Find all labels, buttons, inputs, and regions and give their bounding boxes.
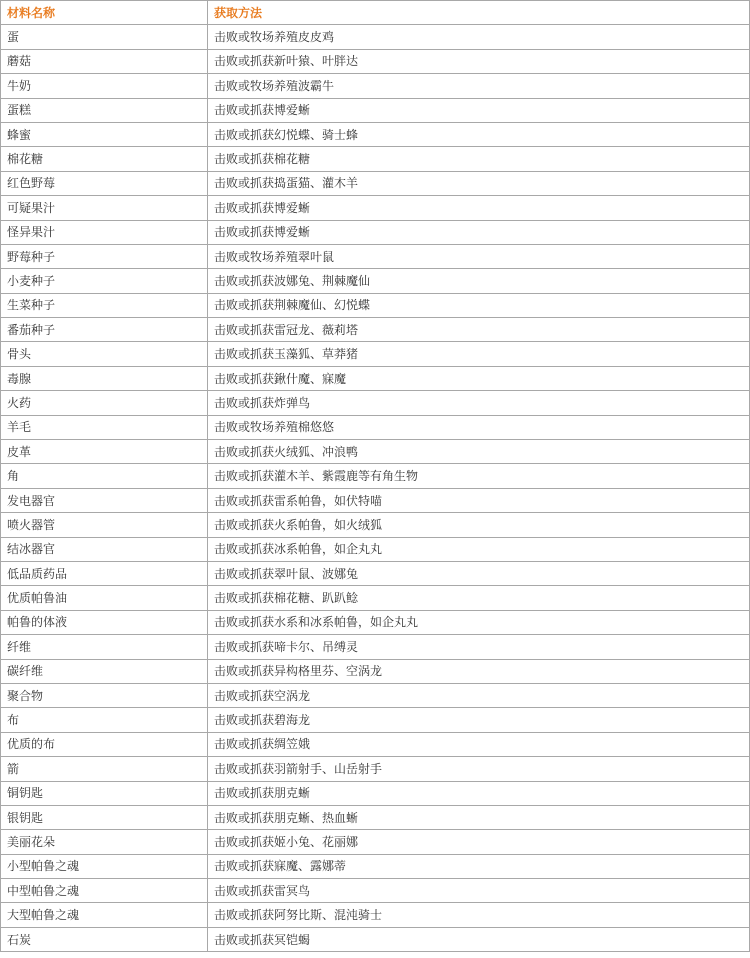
acquisition-method-cell: 击败或抓获羽箭射手、山岳射手 — [208, 757, 750, 781]
acquisition-method-cell: 击败或抓获冥铠蝎 — [208, 927, 750, 951]
acquisition-method-cell: 击败或抓获雷系帕鲁，如伏特喵 — [208, 488, 750, 512]
material-name-cell: 低品质药品 — [1, 561, 208, 585]
acquisition-method-cell: 击败或抓获炸弹鸟 — [208, 391, 750, 415]
table-row — [1, 25, 750, 49]
material-name-cell: 骨头 — [1, 342, 208, 366]
table-row — [1, 122, 750, 146]
material-name-cell: 帕鲁的体液 — [1, 610, 208, 634]
table-row — [1, 464, 750, 488]
table-row — [1, 220, 750, 244]
acquisition-method-cell: 击败或抓获碧海龙 — [208, 708, 750, 732]
acquisition-method-cell: 击败或抓获朋克蜥 — [208, 781, 750, 805]
table-body — [1, 25, 750, 952]
table-row — [1, 171, 750, 195]
acquisition-method-cell: 击败或抓获火系帕鲁，如火绒狐 — [208, 513, 750, 537]
table-row — [1, 415, 750, 439]
table-row — [1, 366, 750, 390]
header-material-name: 材料名称 — [1, 1, 208, 25]
table-row — [1, 98, 750, 122]
table-row — [1, 49, 750, 73]
acquisition-method-cell: 击败或抓获棉花糖、趴趴鲶 — [208, 586, 750, 610]
acquisition-method-cell: 击败或抓获波娜兔、荆棘魔仙 — [208, 269, 750, 293]
material-name-cell: 火药 — [1, 391, 208, 415]
material-name-cell: 优质的布 — [1, 732, 208, 756]
table-row — [1, 854, 750, 878]
material-name-cell: 蜂蜜 — [1, 122, 208, 146]
acquisition-method-cell: 击败或抓获雷冥鸟 — [208, 879, 750, 903]
table-row — [1, 830, 750, 854]
material-name-cell: 铜钥匙 — [1, 781, 208, 805]
table-row — [1, 659, 750, 683]
table-row — [1, 391, 750, 415]
table-row — [1, 732, 750, 756]
acquisition-method-cell: 击败或牧场养殖皮皮鸡 — [208, 25, 750, 49]
material-name-cell: 结冰器官 — [1, 537, 208, 561]
table-row — [1, 561, 750, 585]
material-name-cell: 红色野莓 — [1, 171, 208, 195]
acquisition-method-cell: 击败或抓获空涡龙 — [208, 683, 750, 707]
material-name-cell: 生菜种子 — [1, 293, 208, 317]
table-row — [1, 74, 750, 98]
table-row — [1, 781, 750, 805]
table-row — [1, 293, 750, 317]
acquisition-method-cell: 击败或抓获博爱蜥 — [208, 196, 750, 220]
acquisition-method-cell: 击败或抓获异构格里芬、空涡龙 — [208, 659, 750, 683]
material-name-cell: 碳纤维 — [1, 659, 208, 683]
acquisition-method-cell: 击败或抓获绸笠娥 — [208, 732, 750, 756]
material-name-cell: 羊毛 — [1, 415, 208, 439]
acquisition-method-cell: 击败或抓获寐魔、露娜蒂 — [208, 854, 750, 878]
table-row — [1, 635, 750, 659]
material-name-cell: 银钥匙 — [1, 805, 208, 829]
material-name-cell: 怪异果汁 — [1, 220, 208, 244]
table-row — [1, 879, 750, 903]
table-row — [1, 903, 750, 927]
material-name-cell: 蘑菇 — [1, 49, 208, 73]
material-name-cell: 牛奶 — [1, 74, 208, 98]
table-header-row — [1, 1, 750, 25]
material-name-cell: 箭 — [1, 757, 208, 781]
table-row — [1, 708, 750, 732]
material-name-cell: 中型帕鲁之魂 — [1, 879, 208, 903]
acquisition-method-cell: 击败或抓获姬小兔、花丽娜 — [208, 830, 750, 854]
material-name-cell: 番茄种子 — [1, 318, 208, 342]
acquisition-method-cell: 击败或抓获鍬什魔、寐魔 — [208, 366, 750, 390]
acquisition-method-cell: 击败或抓获棉花糖 — [208, 147, 750, 171]
table-row — [1, 196, 750, 220]
table-row — [1, 683, 750, 707]
material-name-cell: 美丽花朵 — [1, 830, 208, 854]
acquisition-method-cell: 击败或抓获捣蛋猫、灌木羊 — [208, 171, 750, 195]
material-name-cell: 可疑果汁 — [1, 196, 208, 220]
table-row — [1, 927, 750, 951]
material-name-cell: 发电器官 — [1, 488, 208, 512]
table-row — [1, 757, 750, 781]
acquisition-method-cell: 击败或抓获玉藻狐、草莽猪 — [208, 342, 750, 366]
table-row — [1, 440, 750, 464]
material-name-cell: 棉花糖 — [1, 147, 208, 171]
material-name-cell: 皮革 — [1, 440, 208, 464]
header-acquisition-method: 获取方法 — [208, 1, 750, 25]
material-name-cell: 蛋 — [1, 25, 208, 49]
acquisition-method-cell: 击败或牧场养殖波霸牛 — [208, 74, 750, 98]
acquisition-method-cell: 击败或抓获冰系帕鲁，如企丸丸 — [208, 537, 750, 561]
material-name-cell: 优质帕鲁油 — [1, 586, 208, 610]
table-row — [1, 342, 750, 366]
material-name-cell: 大型帕鲁之魂 — [1, 903, 208, 927]
material-name-cell: 布 — [1, 708, 208, 732]
table-row — [1, 610, 750, 634]
material-name-cell: 小麦种子 — [1, 269, 208, 293]
acquisition-method-cell: 击败或牧场养殖翠叶鼠 — [208, 244, 750, 268]
table-row — [1, 537, 750, 561]
acquisition-method-cell: 击败或抓获火绒狐、冲浪鸭 — [208, 440, 750, 464]
table-row — [1, 269, 750, 293]
acquisition-method-cell: 击败或抓获朋克蜥、热血蜥 — [208, 805, 750, 829]
material-name-cell: 毒腺 — [1, 366, 208, 390]
acquisition-method-cell: 击败或抓获啼卡尔、吊缚灵 — [208, 635, 750, 659]
table-row — [1, 513, 750, 537]
acquisition-method-cell: 击败或牧场养殖棉悠悠 — [208, 415, 750, 439]
table-row — [1, 586, 750, 610]
table-row — [1, 147, 750, 171]
acquisition-method-cell: 击败或抓获翠叶鼠、波娜兔 — [208, 561, 750, 585]
acquisition-method-cell: 击败或抓获阿努比斯、混沌骑士 — [208, 903, 750, 927]
acquisition-method-cell: 击败或抓获幻悦蝶、骑士蜂 — [208, 122, 750, 146]
acquisition-method-cell: 击败或抓获水系和冰系帕鲁，如企丸丸 — [208, 610, 750, 634]
table-row — [1, 318, 750, 342]
table-row — [1, 488, 750, 512]
acquisition-method-cell: 击败或抓获雷冠龙、薇莉塔 — [208, 318, 750, 342]
acquisition-method-cell: 击败或抓获新叶猿、叶胖达 — [208, 49, 750, 73]
material-name-cell: 野莓种子 — [1, 244, 208, 268]
acquisition-method-cell: 击败或抓获博爱蜥 — [208, 98, 750, 122]
material-name-cell: 石炭 — [1, 927, 208, 951]
table-row — [1, 805, 750, 829]
material-name-cell: 蛋糕 — [1, 98, 208, 122]
material-name-cell: 聚合物 — [1, 683, 208, 707]
table-row — [1, 244, 750, 268]
material-name-cell: 小型帕鲁之魂 — [1, 854, 208, 878]
material-name-cell: 纤维 — [1, 635, 208, 659]
material-name-cell: 喷火器管 — [1, 513, 208, 537]
acquisition-method-cell: 击败或抓获灌木羊、紫霞鹿等有角生物 — [208, 464, 750, 488]
acquisition-method-cell: 击败或抓获博爱蜥 — [208, 220, 750, 244]
acquisition-method-cell: 击败或抓获荆棘魔仙、幻悦蝶 — [208, 293, 750, 317]
material-name-cell: 角 — [1, 464, 208, 488]
